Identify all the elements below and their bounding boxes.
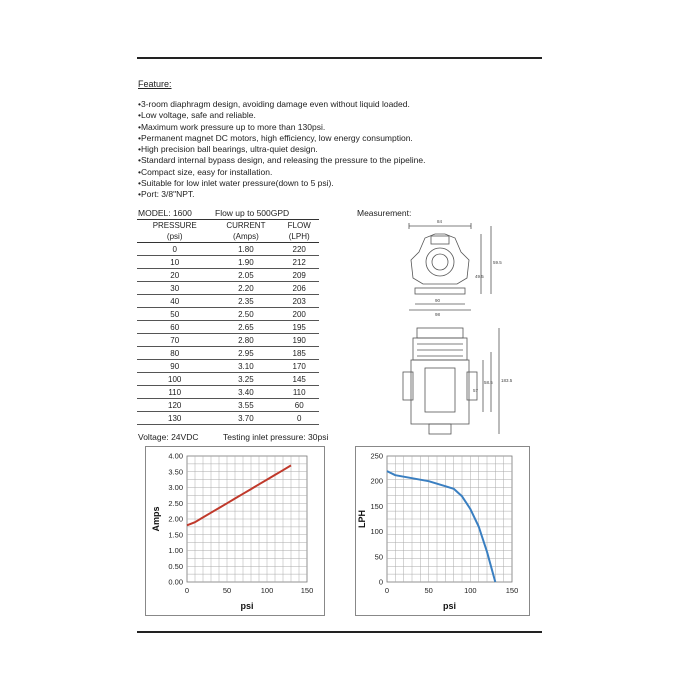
flow-cell: 220 <box>279 243 319 256</box>
current-cell: 2.05 <box>212 269 279 282</box>
inlet-pressure-label: Testing inlet pressure: 30psi <box>223 432 329 442</box>
table-row <box>137 321 319 334</box>
pressure-cell: 120 <box>137 399 212 412</box>
current-cell: 3.70 <box>212 412 279 425</box>
x-tick-label: 100 <box>464 586 477 595</box>
current-cell: 2.50 <box>212 308 279 321</box>
y-axis-label: LPH <box>357 510 367 528</box>
current-cell: 2.95 <box>212 347 279 360</box>
flow-cell: 170 <box>279 360 319 373</box>
pressure-cell: 20 <box>137 269 212 282</box>
model-label: MODEL: 1600 <box>138 208 192 218</box>
model-line <box>138 208 290 218</box>
pressure-cell: 0 <box>137 243 212 256</box>
unit-pressure: (psi) <box>137 231 212 243</box>
flow-cell: 60 <box>279 399 319 412</box>
x-tick-label: 0 <box>184 586 190 595</box>
table-row <box>137 282 319 295</box>
y-tick-label: 100 <box>370 527 383 537</box>
table-row <box>137 243 319 256</box>
y-tick-label: 1.00 <box>168 546 183 555</box>
dim-top-width: 84 <box>437 219 443 224</box>
spec-table <box>137 219 319 425</box>
measurement-label: Measurement: <box>357 208 412 218</box>
dim-side-total: 183.5 <box>501 378 513 383</box>
table-row <box>137 412 319 425</box>
current-cell: 1.90 <box>212 256 279 269</box>
pressure-cell: 130 <box>137 412 212 425</box>
dim-base-b: 98 <box>435 312 441 317</box>
x-tick-label: 50 <box>424 586 433 595</box>
current-cell: 3.10 <box>212 360 279 373</box>
y-tick-label: 250 <box>370 451 383 461</box>
table-row <box>137 269 319 282</box>
current-cell: 3.25 <box>212 373 279 386</box>
unit-current: (Amps) <box>212 231 279 243</box>
dimension-drawing <box>395 212 513 442</box>
table-row <box>137 334 319 347</box>
lph-chart <box>355 446 530 616</box>
y-tick-label: 3.00 <box>168 483 183 492</box>
pressure-cell: 40 <box>137 295 212 308</box>
voltage-label: Voltage: 24VDC <box>138 432 199 442</box>
table-row <box>137 360 319 373</box>
pressure-cell: 10 <box>137 256 212 269</box>
flow-cell: 190 <box>279 334 319 347</box>
x-tick-label: 0 <box>384 586 390 595</box>
feature-item: •High precision ball bearings, ultra-quiet design. <box>138 144 318 155</box>
header-pressure: PRESSURE <box>137 220 212 232</box>
y-tick-label: 3.50 <box>168 467 183 477</box>
pressure-cell: 70 <box>137 334 212 347</box>
flow-rating: Flow up to 500GPD <box>215 208 290 218</box>
y-tick-label: 2.50 <box>168 498 183 508</box>
flow-cell: 110 <box>279 386 319 399</box>
dim-side-b: 58.5 <box>484 380 493 385</box>
x-axis-label: psi <box>240 601 254 611</box>
x-tick-label: 150 <box>505 586 519 595</box>
flow-cell: 212 <box>279 256 319 269</box>
dim-side-a: 57 <box>473 388 479 393</box>
y-tick-label: 150 <box>370 501 383 511</box>
table-row <box>137 399 319 412</box>
pressure-cell: 100 <box>137 373 212 386</box>
flow-cell: 200 <box>279 308 319 321</box>
bottom-rule <box>137 631 542 633</box>
y-tick-label: 1.50 <box>168 530 183 540</box>
pressure-cell: 30 <box>137 282 212 295</box>
current-cell: 2.80 <box>212 334 279 347</box>
table-row <box>137 295 319 308</box>
feature-item: •Low voltage, safe and reliable. <box>138 110 256 121</box>
table-row <box>137 347 319 360</box>
feature-item: •3-room diaphragm design, avoiding damage even without liquid loaded. <box>138 99 410 109</box>
feature-item: •Compact size, easy for installation. <box>138 166 273 177</box>
current-cell: 3.40 <box>212 386 279 399</box>
y-tick-label: 200 <box>370 476 383 486</box>
feature-item: •Maximum work pressure up to more than 130psi. <box>138 121 326 132</box>
current-cell: 3.55 <box>212 399 279 412</box>
feature-list <box>138 99 425 201</box>
pressure-cell: 60 <box>137 321 212 334</box>
feature-item: •Permanent magnet DC motors, high efficiency, low energy consumption. <box>138 132 413 143</box>
dim-height-b: 49.5 <box>475 274 484 279</box>
feature-heading: Feature: <box>138 79 172 89</box>
flow-cell: 209 <box>279 269 319 282</box>
flow-cell: 185 <box>279 347 319 360</box>
flow-cell: 203 <box>279 295 319 308</box>
feature-item: •Standard internal bypass design, and releasing the pressure to the pipeline. <box>138 155 426 166</box>
amps-chart <box>145 446 325 616</box>
dim-height-a: 59.5 <box>493 260 502 265</box>
top-rule <box>137 57 542 59</box>
table-row <box>137 386 319 399</box>
table-row <box>137 373 319 386</box>
table-row <box>137 256 319 269</box>
flow-cell: 0 <box>279 412 319 425</box>
current-cell: 2.35 <box>212 295 279 308</box>
current-cell: 2.65 <box>212 321 279 334</box>
header-flow: FLOW <box>279 220 319 232</box>
dim-base-a: 90 <box>435 298 441 303</box>
x-axis-label: psi <box>442 601 457 611</box>
flow-cell: 206 <box>279 282 319 295</box>
current-cell: 1.80 <box>212 243 279 256</box>
y-tick-label: 2.00 <box>168 514 183 524</box>
unit-flow: (LPH) <box>279 231 319 243</box>
feature-item: •Port: 3/8"NPT. <box>138 189 195 200</box>
current-cell: 2.20 <box>212 282 279 295</box>
feature-item: •Suitable for low inlet water pressure(down to 5 psi). <box>138 178 334 189</box>
y-tick-label: 0 <box>378 577 383 587</box>
pressure-cell: 90 <box>137 360 212 373</box>
pressure-cell: 110 <box>137 386 212 399</box>
x-tick-label: 150 <box>300 586 314 595</box>
header-current: CURRENT <box>212 220 279 232</box>
y-tick-label: 0.50 <box>168 561 183 571</box>
spec-table-body <box>137 243 319 425</box>
x-tick-label: 100 <box>260 586 274 595</box>
pressure-cell: 80 <box>137 347 212 360</box>
flow-cell: 145 <box>279 373 319 386</box>
y-tick-label: 0.00 <box>168 577 183 587</box>
x-tick-label: 50 <box>222 586 232 595</box>
y-tick-label: 50 <box>374 552 383 562</box>
y-axis-label: Amps <box>151 506 161 532</box>
table-row <box>137 308 319 321</box>
y-tick-label: 4.00 <box>168 451 183 461</box>
voltage-line <box>138 432 329 442</box>
flow-cell: 195 <box>279 321 319 334</box>
pressure-cell: 50 <box>137 308 212 321</box>
